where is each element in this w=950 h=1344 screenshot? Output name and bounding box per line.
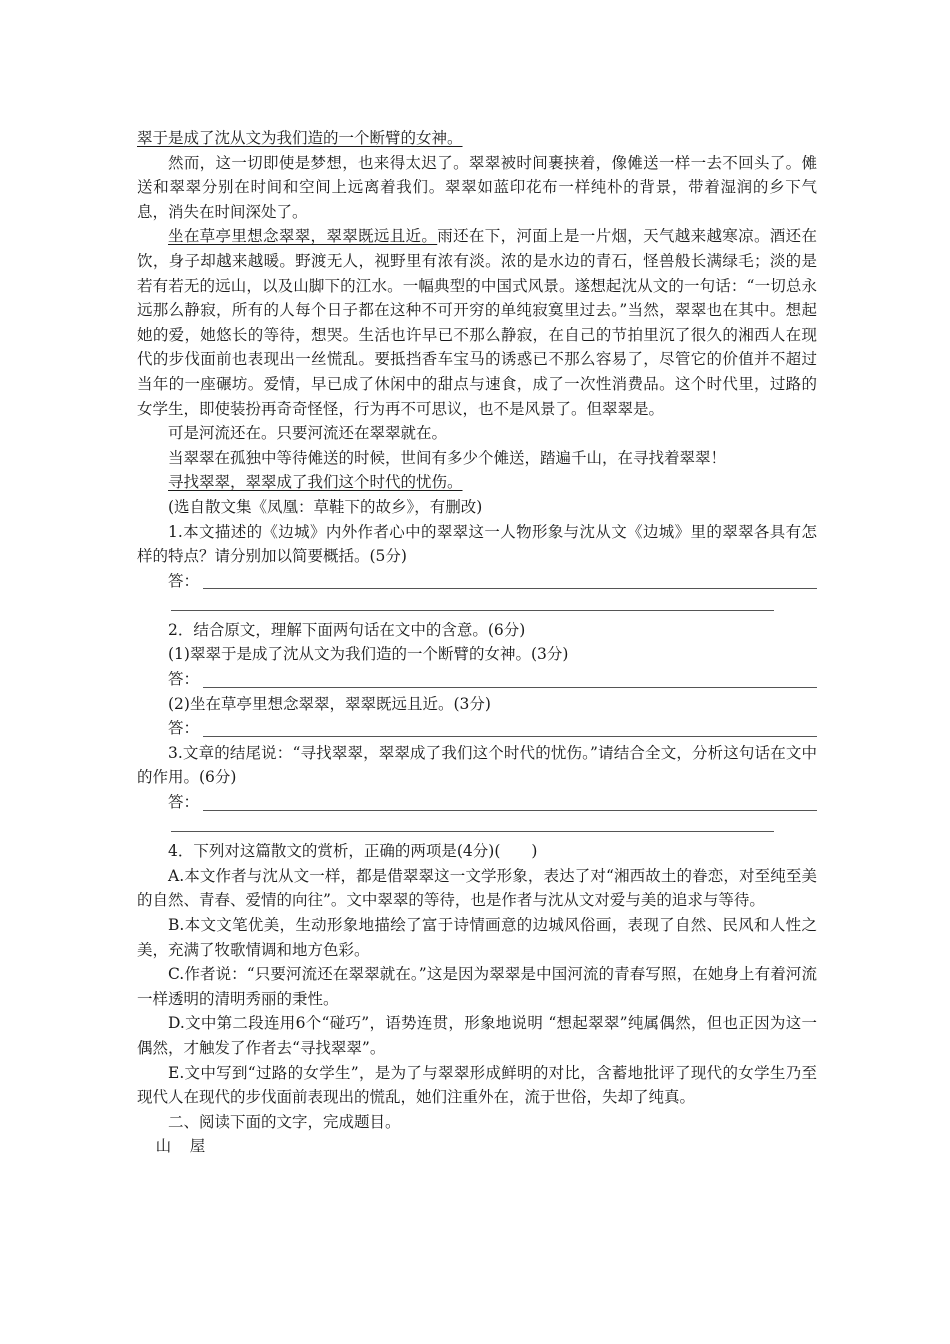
option-e: E.文中写到“过路的女学生”，是为了与翠翠形成鲜明的对比，含蓄地批评了现代的女学生乃至现代人在现代的步伐面前表现出的慌乱，她们注重外在，流于世俗，失却了纯真。: [137, 1063, 817, 1107]
question-4: 4．下列对这篇散文的赏析，正确的两项是(4分)( ): [168, 842, 538, 861]
option-c: C.作者说：“只要河流还在翠翠就在。”这是因为翠翠是中国河流的青春写照，在她身上有着河流一样透明的清明秀丽的秉性。: [137, 965, 817, 1008]
option-a: A.本文作者与沈从文一样，都是借翠翠这一文学形象，表达了对“湘西故土的眷恋，对至纯至美的自然、青春、爱情的向往”。文中翠翠的等待，也是作者与沈从文对爱与美的追求与等待。: [137, 866, 817, 910]
question-2-2: (2)坐在草亭里想念翠翠，翠翠既远且近。(3分): [168, 694, 491, 713]
option-b: B.本文文笔优美，生动形象地描绘了富于诗情画意的边城风俗画，表现了自然、民风和人性之美，充满了牧歌情调和地方色彩。: [137, 916, 817, 959]
paragraph-3-text: 雨还在下，河面上是一片烟，天气越来越寒凉。酒还在饮，身子却越来越暖。野渡无人，视野里有浓有淡。浓的是水边的青石，怪兽般长满绿毛；淡的是若有若无的远山，以及山脚下的江水。一幅典型的中国式风景。遂想起沈从文的一句话：“一切总永远那么静寂，所有的人每个日子都在这种不可开穷的单纯寂寞里过去。”当然，翠翠也在其中。想起她的爱，她悠长的等待，想哭。生活也许早已不那么静寂，在自己的节拍里沉了很久的湘西人在现代的步伐面前也表现出一丝慌乱。要抵挡香车宝马的诱惑已不那么容易了，尽管它的价值并不超过当年的一座碾坊。爱情，早已成了休闲中的甜点与速食，成了一次性消费品。这个时代里，过路的女学生，即使装扮再奇奇怪怪，行为再不可思议，也不是风景了。但翠翠是。: [137, 227, 817, 418]
underlined-sentence-2: 坐在草亭里想念翠翠，翠翠既远且近。: [168, 227, 438, 246]
underlined-sentence-1: 翠于是成了沈从文为我们造的一个断臂的女神。: [137, 129, 463, 147]
passage-paragraph-5: 当翠翠在孤独中等待傩送的时候，世间有多少个傩送，踏遍千山，在寻找着翠翠！: [168, 448, 727, 467]
source-note: (选自散文集《凤凰：草鞋下的故乡》，有删改): [168, 497, 483, 516]
section-2-heading: 二、阅读下面的文字，完成题目。: [168, 1112, 401, 1131]
answer-line-q3[interactable]: [137, 790, 817, 815]
question-2-1: (1)翠翠于是成了沈从文为我们造的一个断臂的女神。(3分): [168, 645, 569, 664]
underlined-sentence-3: 寻找翠翠，翠翠成了我们这个时代的忧伤。: [168, 473, 463, 492]
passage-paragraph-2: 然而，这一切即使是梦想，也来得太迟了。翠翠被时间裹挟着，像傩送一样一去不回头了。傩送和翠翠分别在时间和空间上远离着我们。翠翠如蓝印花布一样纯朴的背景，带着湿润的乡下气息，消失在时间深处了。: [137, 153, 817, 221]
passage-intro: [137, 126, 817, 151]
passage-paragraph-3: [137, 224, 817, 421]
answer-line-q1-cont[interactable]: [137, 593, 817, 618]
answer-line-q3-cont[interactable]: [137, 815, 817, 840]
question-3: 3.文章的结尾说：“寻找翠翠，翠翠成了我们这个时代的忧伤。”请结合全文，分析这句话在文中的作用。(6分): [137, 743, 817, 787]
answer-label: 答：: [168, 670, 200, 689]
answer-label: 答：: [168, 793, 200, 812]
option-d: D.文中第二段连用6个“碰巧”，语势连贯，形象地说明 “想起翠翠”纯属偶然，但也正因为这一偶然，才触发了作者去“寻找翠翠”。: [137, 1014, 817, 1057]
document-page: [137, 126, 817, 1159]
passage-paragraph-6: [137, 470, 817, 495]
answer-label: 答：: [168, 571, 200, 590]
answer-line-q2-2[interactable]: [137, 716, 817, 741]
answer-line-q2-1[interactable]: [137, 667, 817, 692]
question-1: 1.本文描述的《边城》内外作者心中的翠翠这一人物形象与沈从文《边城》里的翠翠各具有怎样的特点？请分别加以简要概括。(5分): [137, 522, 817, 566]
answer-label: 答：: [168, 719, 200, 738]
article-title: 山屋: [155, 1137, 224, 1156]
question-2: 2．结合原文，理解下面两句话在文中的含意。(6分): [168, 620, 526, 639]
answer-line-q1[interactable]: [137, 569, 817, 594]
passage-paragraph-4: 可是河流还在。只要河流还在翠翠就在。: [168, 424, 448, 443]
